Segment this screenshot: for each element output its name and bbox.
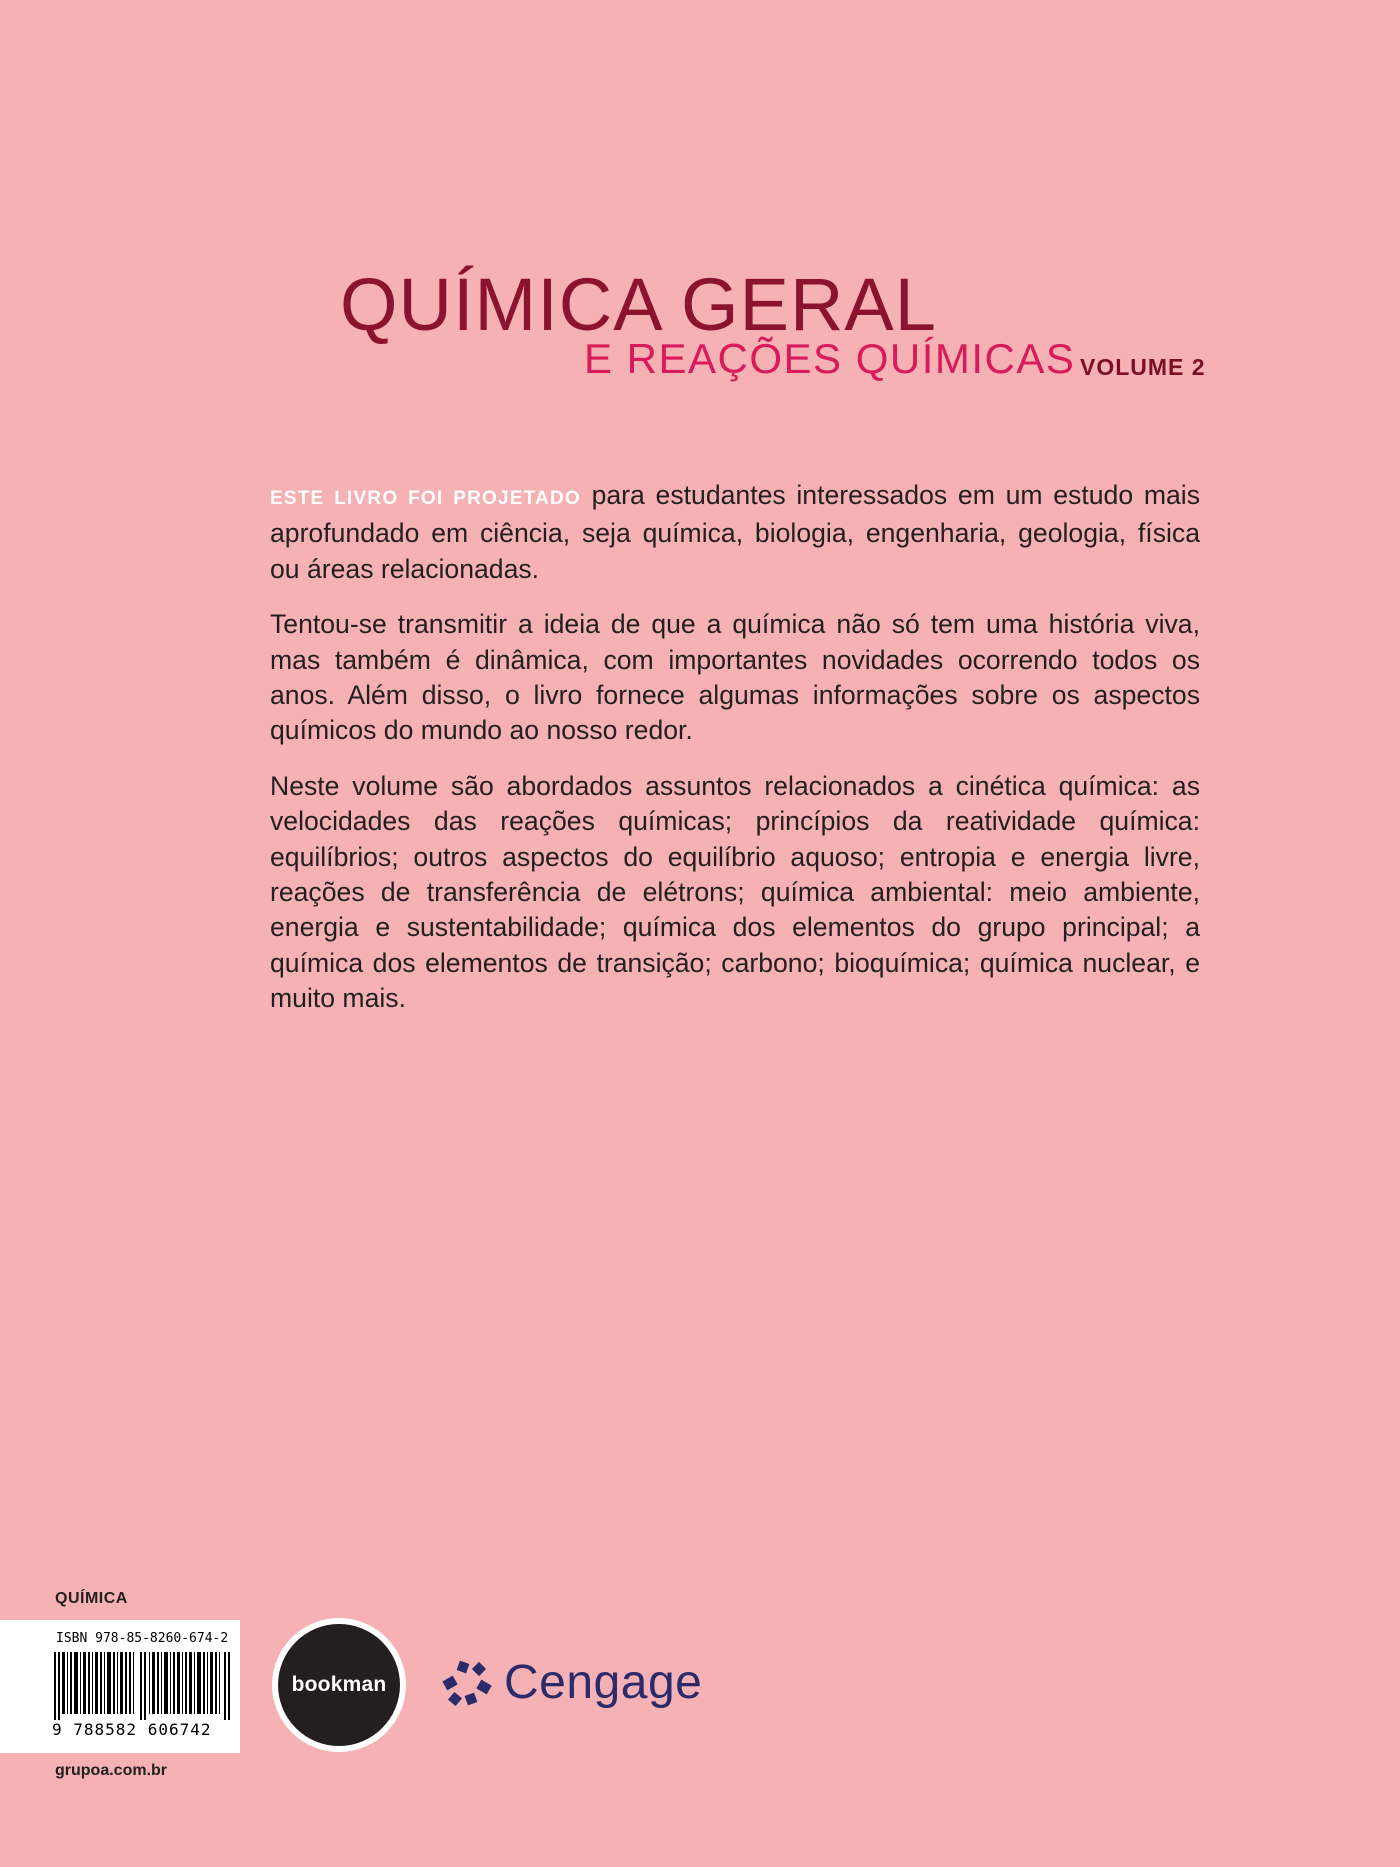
description-paragraph-3: Neste volume são abordados assuntos relacionados a cinética química: as velocidades das reações químicas; princípios da reatividade química: equilíbrios; outros aspectos do equilíbrio aquoso; entropia e energia livre, reações de transferência de elétrons; química ambiental: meio ambiente, energia e sustentabilidade; química dos elementos do grupo principal; a química dos elementos de transição; carbono; bioquímica; química nuclear, e muito mais.	[270, 770, 1200, 1014]
cengage-mark-icon	[440, 1656, 494, 1710]
book-title: QUÍMICA GERAL	[340, 263, 937, 346]
description-paragraph-2: Tentou-se transmitir a ideia de que a química não só tem uma história viva, mas também é dinâmica, com importantes novidades ocorrendo todos os anos. Além disso, o livro fornece algumas informações sobre os aspectos químicos do mundo ao nosso redor.	[270, 609, 1200, 746]
barcode-panel	[0, 1620, 240, 1753]
bookman-logo	[272, 1618, 406, 1752]
barcode-icon	[54, 1652, 234, 1720]
back-cover-description	[270, 478, 1200, 1037]
book-subtitle: E REAÇÕES QUÍMICAS	[584, 335, 1076, 382]
subject-category: QUÍMICA	[55, 1590, 128, 1607]
bookman-logo-circle	[278, 1624, 400, 1746]
publisher-website[interactable]: grupoa.com.br	[55, 1762, 168, 1779]
description-lead: ESTE LIVRO FOI PROJETADO	[270, 488, 581, 509]
bookman-logo-text: bookman	[291, 1673, 387, 1696]
isbn-label: ISBN 978-85-8260-674-2	[56, 1631, 229, 1646]
barcode-number: 9 788582 606742	[52, 1720, 212, 1739]
description-paragraph-1	[270, 478, 1200, 587]
cengage-logo	[440, 1656, 702, 1710]
cengage-logo-text: Cengage	[504, 1656, 703, 1709]
description-paragraph-1-text: para estudantes interessados em um estudo mais aprofundado em ciência, seja química, biologia, engenharia, geologia, física ou áreas relacionadas.	[270, 480, 1200, 584]
volume-label: VOLUME 2	[1080, 354, 1206, 380]
